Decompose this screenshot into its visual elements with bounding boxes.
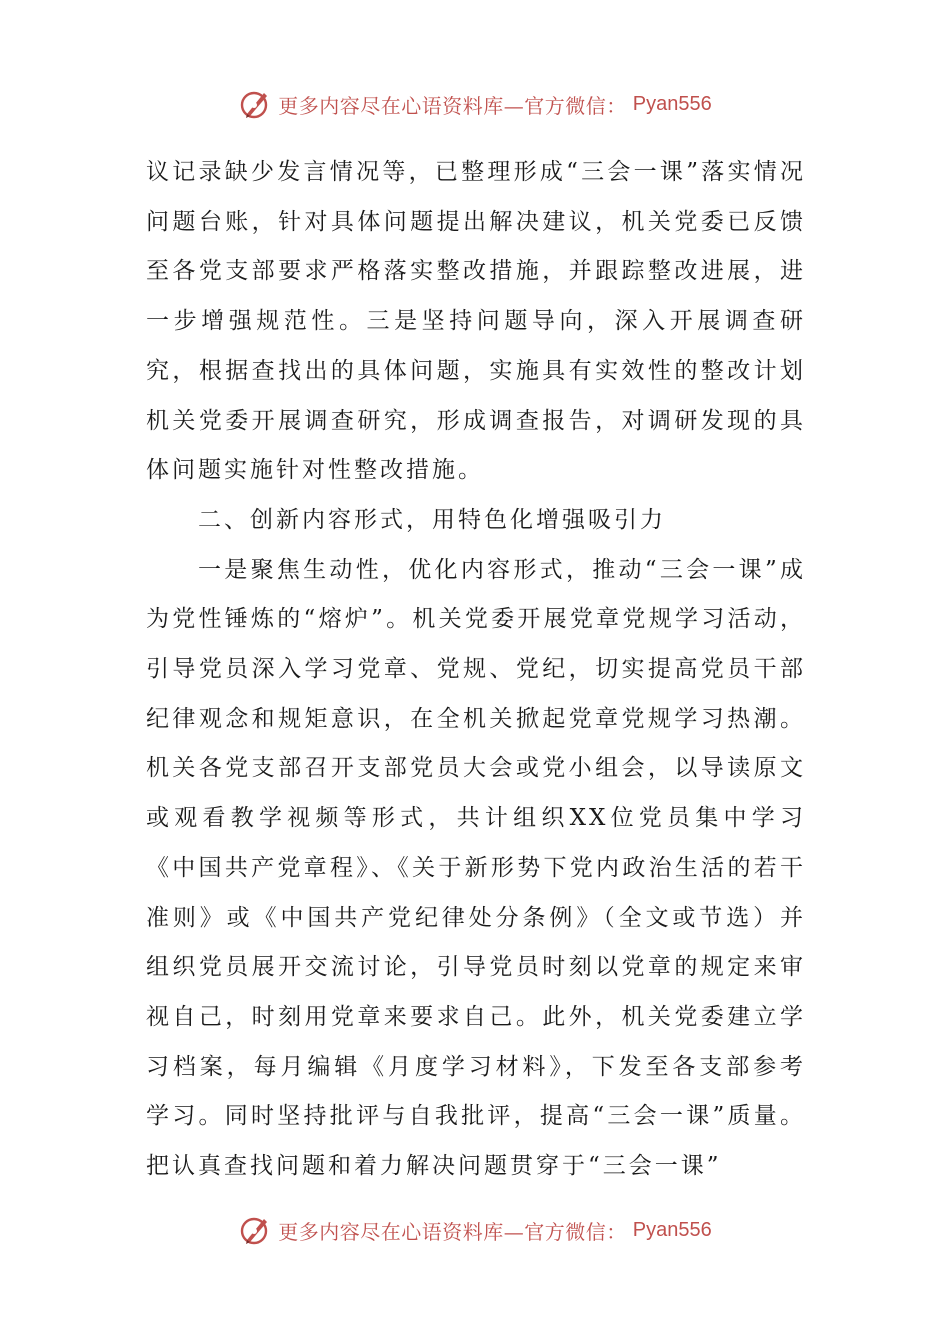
header-watermark (0, 84, 950, 124)
pen-circle-logo-icon (238, 87, 272, 121)
paragraph-body: 一是聚焦生动性，优化内容形式，推动“三会一课”成为党性锤炼的“熔炉”。机关党委开展党章党规学习活动，引导党员深入学习党章、党规、党纪，切实提高党员干部纪律观念和规矩意识，在全机关掀起党章党规学习热潮。机关各党支部召开支部党员大会或党小组会，以导读原文或观看教学视频等形式，共计组织XX位党员集中学习《中国共产党章程》、《关于新形势下党内政治生活的若干准则》或《中国共产党纪律处分条例》（全文或节选）并组织党员展开交流讨论，引导党员时刻以党章的规定来审视自己，时刻用党章来要求自己。此外，机关党委建立学习档案，每月编辑《月度学习材料》，下发至各支部参考学习。同时坚持批评与自我批评，提高“三会一课”质量。把认真查找问题和着力解决问题贯穿于“三会一课” (146, 556, 806, 1180)
watermark-text: 更多内容尽在心语资料库—官方微信： (278, 93, 627, 118)
section-heading: 二、创新内容形式，用特色化增强吸引力 (198, 506, 666, 533)
paragraph-continuation: 议记录缺少发言情况等，已整理形成“三会一课”落实情况问题台账，针对具体问题提出解决建议，机关党委已反馈至各党支部要求严格落实整改措施，并跟踪整改进展，进一步增强规范性。三是坚持问题导向，深入开展调查研究，根据查找出的具体问题，实施具有实效性的整改计划机关党委开展调查研究，形成调查报告，对调研发现的具体问题实施针对性整改措施。 (146, 159, 806, 484)
watermark-handle: Pyan556 (632, 1218, 712, 1241)
footer-watermark (0, 1210, 950, 1250)
watermark-handle: Pyan556 (632, 92, 712, 115)
watermark-text: 更多内容尽在心语资料库—官方微信： (278, 1219, 627, 1244)
document-body (146, 148, 806, 1192)
pen-circle-logo-icon (238, 1213, 272, 1247)
